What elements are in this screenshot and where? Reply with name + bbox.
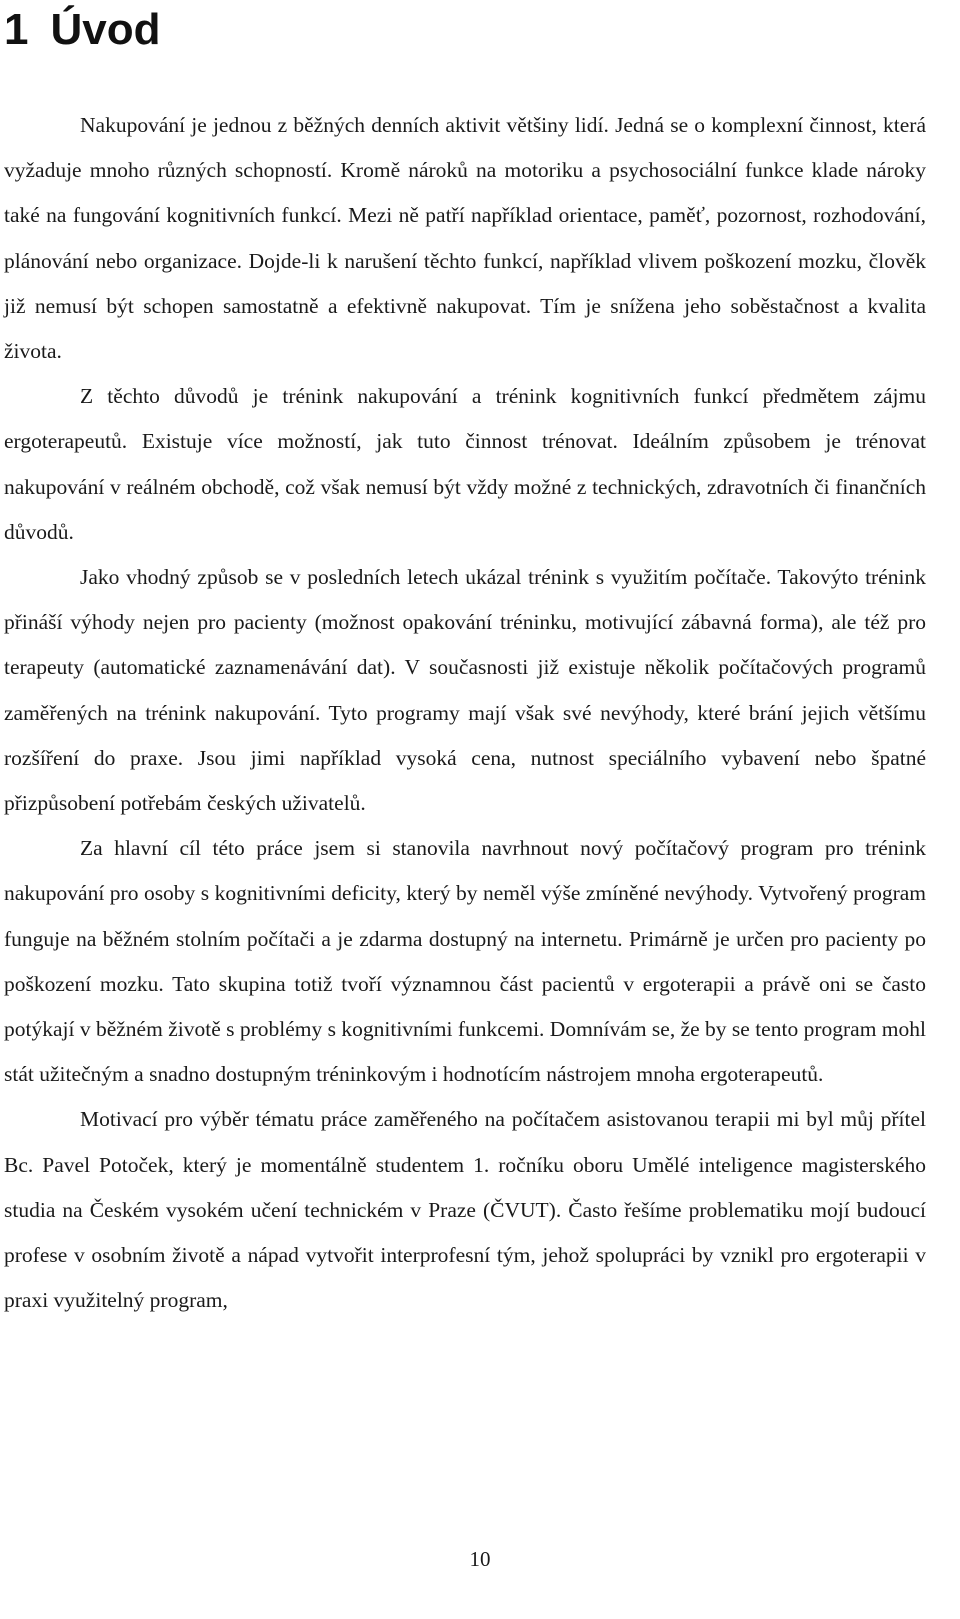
paragraph: Jako vhodný způsob se v posledních letech ukázal trénink s využitím počítače. Takovýto trénink přináší výhody nejen pro pacienty (možnost opakování tréninku, motivující zábavná forma), ale též pro terapeuty (automatické zaznamenávání dat). V současnosti již existuje několik počítačových programů zaměřených na trénink nakupování. Tyto programy mají však své nevýhody, které brání jejich většímu rozšíření do praxe. Jsou jimi například vysoká cena, nutnost speciálního vybavení nebo špatné přizpůsobení potřebám českých uživatelů.: [4, 565, 926, 816]
page-number: 10: [469, 1547, 491, 1571]
paragraph: Nakupování je jednou z běžných denních aktivit většiny lidí. Jedná se o komplexní činnost, která vyžaduje mnoho různých schopností. Kromě nároků na motoriku a psychosociální funkce klade nároky také na fungování kognitivních funkcí. Mezi ně patří například orientace, paměť, pozornost, rozhodování, plánování nebo organizace. Dojde-li k narušení těchto funkcí, například vlivem poškození mozku, člověk již nemusí být schopen samostatně a efektivně nakupovat. Tím je snížena jeho soběstačnost a kvalita života.: [4, 113, 926, 364]
chapter-heading: [4, 0, 160, 60]
paragraph: Za hlavní cíl této práce jsem si stanovila navrhnout nový počítačový program pro trénink nakupování pro osoby s kognitivními deficity, který by neměl výše zmíněné nevýhody. Vytvořený program funguje na běžném stolním počítači a je zdarma dostupný na internetu. Primárně je určen pro pacienty po poškození mozku. Tato skupina totiž tvoří významnou část pacientů v ergoterapii a právě oni se často potýkají v běžném životě s problémy s kognitivními funkcemi. Domnívám se, že by se tento program mohl stát užitečným a snadno dostupným tréninkovým i hodnotícím nástrojem mnoha ergoterapeutů.: [4, 836, 926, 1087]
chapter-number: 1: [4, 5, 29, 54]
chapter-title: Úvod: [50, 5, 161, 54]
body-text: [4, 103, 926, 1323]
paragraph: Z těchto důvodů je trénink nakupování a trénink kognitivních funkcí předmětem zájmu ergoterapeutů. Existuje více možností, jak tuto činnost trénovat. Ideálním způsobem je trénovat nakupování v reálném obchodě, což však nemusí být vždy možné z technických, zdravotních či finančních důvodů.: [4, 384, 926, 544]
paragraph: Motivací pro výběr tématu práce zaměřeného na počítačem asistovanou terapii mi byl můj přítel Bc. Pavel Potoček, který je momentálně studentem 1. ročníku oboru Umělé inteligence magisterského studia na Českém vysokém učení technickém v Praze (ČVUT). Často řešíme problematiku mojí budoucí profese v osobním životě a nápad vytvořit interprofesní tým, jehož spolupráci by vznikl pro ergoterapii v praxi využitelný program,: [4, 1107, 926, 1313]
